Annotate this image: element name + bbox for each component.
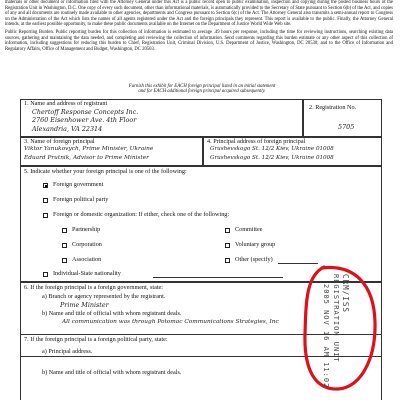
- foreign-political-party-checkbox[interactable]: [43, 198, 48, 203]
- disclosure-paragraph: materials or other document or information filed with the Attorney General under this Act is a public record open to public examination, inspection and copying during the posted business hours of the Registration Unit in Washington, D.C. One copy of every such document, other than informational materials, is automatically provided to the Secretary of State pursuant to Section 6(b) of the Act, and copies of any and all documents are routinely made available to other agencies, departments and Congress pursuant to Section 6(c) of the Act. The Attorney General also transmits a semi-annual report to Congress on the Administration of the Act which lists the names of all agents registered under the Act and the foreign principals they represent. This report is available to the public. Finally, the Attorney General intends, at the earliest possible opportunity, to make these public documents available on the Internet on the Department of Justice World Wide Web site.: [5, 0, 393, 28]
- committee-checkbox[interactable]: [225, 228, 230, 233]
- received-stamp: [300, 262, 378, 392]
- association-label: Association: [72, 256, 102, 263]
- individual-nationality-line[interactable]: [153, 277, 283, 278]
- stamp-line-date: 2005 NOV 16 AM 11:02: [322, 284, 330, 389]
- registrant-street-value: 2760 Eisenhower Ave. 4th Floor: [32, 116, 137, 124]
- association-checkbox[interactable]: [62, 258, 67, 263]
- party-address-label: a) Principal address.: [42, 348, 93, 355]
- principal-type-question: 5. Indicate whether your foreign principal is one of the following:: [24, 168, 187, 175]
- furnish-note-line2: and for EACH additional foreign principal acquired subsequently.: [138, 89, 266, 95]
- foreign-principal-address-value-2: Grushevskogo St. 12/2 Kiev, Ukraine 01008: [210, 155, 334, 161]
- corporation-label: Corporation: [72, 241, 102, 248]
- foreign-government-label: Foreign government: [53, 181, 104, 188]
- official-name-label: b) Name and title of official with whom registrant deals.: [42, 310, 182, 317]
- organization-checkbox[interactable]: [43, 213, 48, 218]
- registration-number-value: 5705: [338, 123, 355, 131]
- official-name-value: All communication was through Potomac Communications Strategies, Inc: [62, 319, 279, 325]
- foreign-government-question: 6. If the foreign principal is a foreign government, state:: [24, 284, 164, 291]
- branch-agency-label: a) Branch or agency represented by the registrant.: [42, 293, 166, 300]
- corporation-checkbox[interactable]: [62, 243, 67, 248]
- foreign-principal-address-label: 4. Principal address of foreign principal: [207, 138, 306, 145]
- partnership-checkbox[interactable]: [62, 228, 67, 233]
- foreign-principal-advisor-value: Eduard Prutnik, Advisor to Prime Minister: [24, 155, 149, 161]
- foreign-principal-name-value: Viktor Yanukovych, Prime Minister, Ukraine: [24, 146, 154, 152]
- organization-label: Foreign or domestic organization: If either, check one of the following:: [53, 211, 230, 218]
- branch-agency-value: Prime Minister: [60, 301, 109, 309]
- registrant-name-value: Chertoff Response Concepts Inc.: [32, 108, 139, 116]
- furnish-note: [0, 84, 404, 95]
- foreign-political-party-label: Foreign political party: [53, 196, 109, 203]
- other-label: Other (specify): [235, 256, 273, 263]
- furnish-note-line1: Furnish this exhibit for EACH foreign principal listed in an initial statement: [128, 84, 276, 89]
- partnership-label: Partnership: [72, 226, 101, 233]
- foreign-principal-name-label: 3. Name of foreign principal: [24, 138, 95, 145]
- foreign-principal-address-value-1: Grushevskogo St. 12/2 Kiev, Ukraine 01008: [210, 146, 334, 152]
- instructions-header: [5, 0, 393, 54]
- individual-checkbox[interactable]: [43, 272, 48, 277]
- stamp-line-crm: CRM/ISS: [341, 274, 350, 314]
- party-official-label: b) Name and title of official with whom registrant deals.: [42, 369, 182, 376]
- committee-label: Committee: [235, 226, 263, 233]
- individual-label: Individual-State nationality: [53, 270, 121, 277]
- stamp-line-unit: REGISTRATION UNIT: [332, 274, 340, 363]
- registration-number-label: 2. Registration No.: [309, 104, 357, 111]
- foreign-government-checkbox[interactable]: [43, 183, 48, 188]
- reporting-burden-paragraph: Public Reporting Burden. Public reporting burden for this collection of information is estimated to average .49 hours per response, including the time for reviewing instructions, searching existing data sources, gathering and maintaining the data needed, and completing and reviewing the collection of information. Send comments regarding this burden estimate or any other aspect of this collection of information, including suggestions for reducing this burden to Chief, Registration Unit, Criminal Division, U.S. Department of Justice, Washington, DC 20530; and to the Office of Information and Regulatory Affairs, Office of Management and Budget, Washington, DC 20503.: [5, 29, 393, 52]
- other-checkbox[interactable]: [225, 258, 230, 263]
- registrant-city-value: Alexandria, VA 22314: [32, 125, 103, 133]
- voluntary-group-checkbox[interactable]: [225, 243, 230, 248]
- political-party-question: 7. If the foreign principal is a foreign political party, state:: [24, 336, 168, 343]
- voluntary-group-label: Voluntary group: [235, 241, 276, 248]
- registrant-name-label: 1. Name and address of registrant: [24, 100, 108, 107]
